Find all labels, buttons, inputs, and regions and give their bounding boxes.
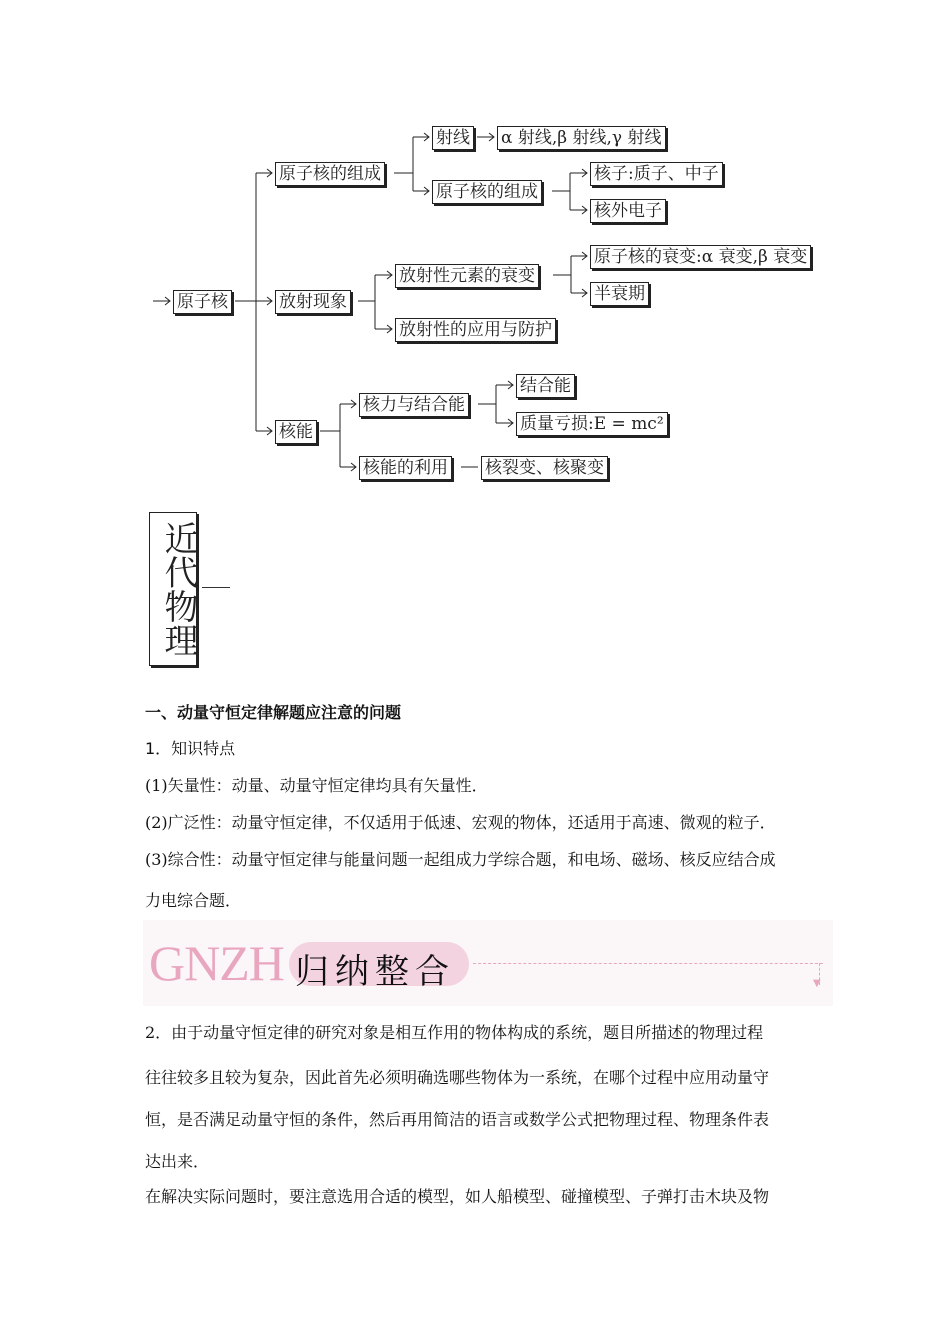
item3-line-1: 在解决实际问题时，要注意选用合适的模型，如人船模型、碰撞模型、子弹打击木块及物	[145, 1187, 770, 1206]
root-node: 原子核	[173, 290, 232, 314]
item2-line-1: 2．由于动量守恒定律的研究对象是相互作用的物体构成的系统，题目所描述的物理过程	[145, 1023, 764, 1042]
electrons-node: 核外电子	[590, 199, 666, 223]
nuclear-force-node: 核力与结合能	[359, 393, 469, 417]
nucleons-node: 核子:质子、中子	[590, 162, 723, 186]
banner-code: GNZH	[149, 935, 284, 991]
half-life-node: 半衰期	[590, 282, 649, 306]
banner-label: 归纳整合	[295, 952, 455, 992]
section-banner	[143, 920, 833, 1006]
ray-types-node: α 射线,β 射线,γ 射线	[497, 126, 666, 150]
rays-node: 射线	[432, 126, 474, 150]
item2-line-4: 达出来．	[145, 1152, 210, 1171]
chapter-title-connector	[202, 587, 230, 588]
item2-line-2: 往往较多且较为复杂，因此首先必须明确选哪些物体为一系统，在哪个过程中应用动量守	[145, 1068, 770, 1087]
banner-dashed-line	[473, 963, 823, 964]
item2-line-3: 恒，是否满足动量守恒的条件，然后再用简洁的语言或数学公式把物理过程、物理条件表	[145, 1110, 770, 1129]
application-node: 放射性的应用与防护	[395, 318, 556, 342]
radioactivity-node: 放射现象	[275, 290, 351, 314]
item1-paragraph-1: (1)矢量性：动量、动量守恒定律均具有矢量性．	[145, 776, 488, 795]
item1-heading: 1．知识特点	[145, 739, 236, 758]
decay-node: 放射性元素的衰变	[395, 264, 539, 288]
item1-paragraph-2: (2)广泛性：动量守恒定律，不仅适用于低速、宏观的物体，还适用于高速、微观的粒子．	[145, 813, 776, 832]
sub-composition-node: 原子核的组成	[432, 180, 542, 204]
knowledge-tree-diagram	[0, 0, 950, 500]
nuclear-usage-node: 核能的利用	[359, 456, 452, 480]
nuclear-energy-node: 核能	[275, 420, 317, 444]
decay-types-node: 原子核的衰变:α 衰变,β 衰变	[590, 245, 811, 269]
item1-paragraph-3-cont: 力电综合题．	[145, 891, 242, 910]
item1-paragraph-3: (3)综合性：动量守恒定律与能量问题一起组成力学综合题，和电场、磁场、核反应结合成	[145, 850, 776, 869]
binding-energy-node: 结合能	[516, 374, 575, 398]
composition-node: 原子核的组成	[275, 162, 385, 186]
section-title: 一、动量守恒定律解题应注意的问题	[145, 703, 402, 722]
chapter-title-box: 近代物理	[149, 512, 197, 666]
mass-defect-node: 质量亏损:E = mc²	[516, 412, 668, 436]
chevron-down-icon: ▼	[813, 978, 821, 989]
fission-fusion-node: 核裂变、核聚变	[481, 456, 608, 480]
